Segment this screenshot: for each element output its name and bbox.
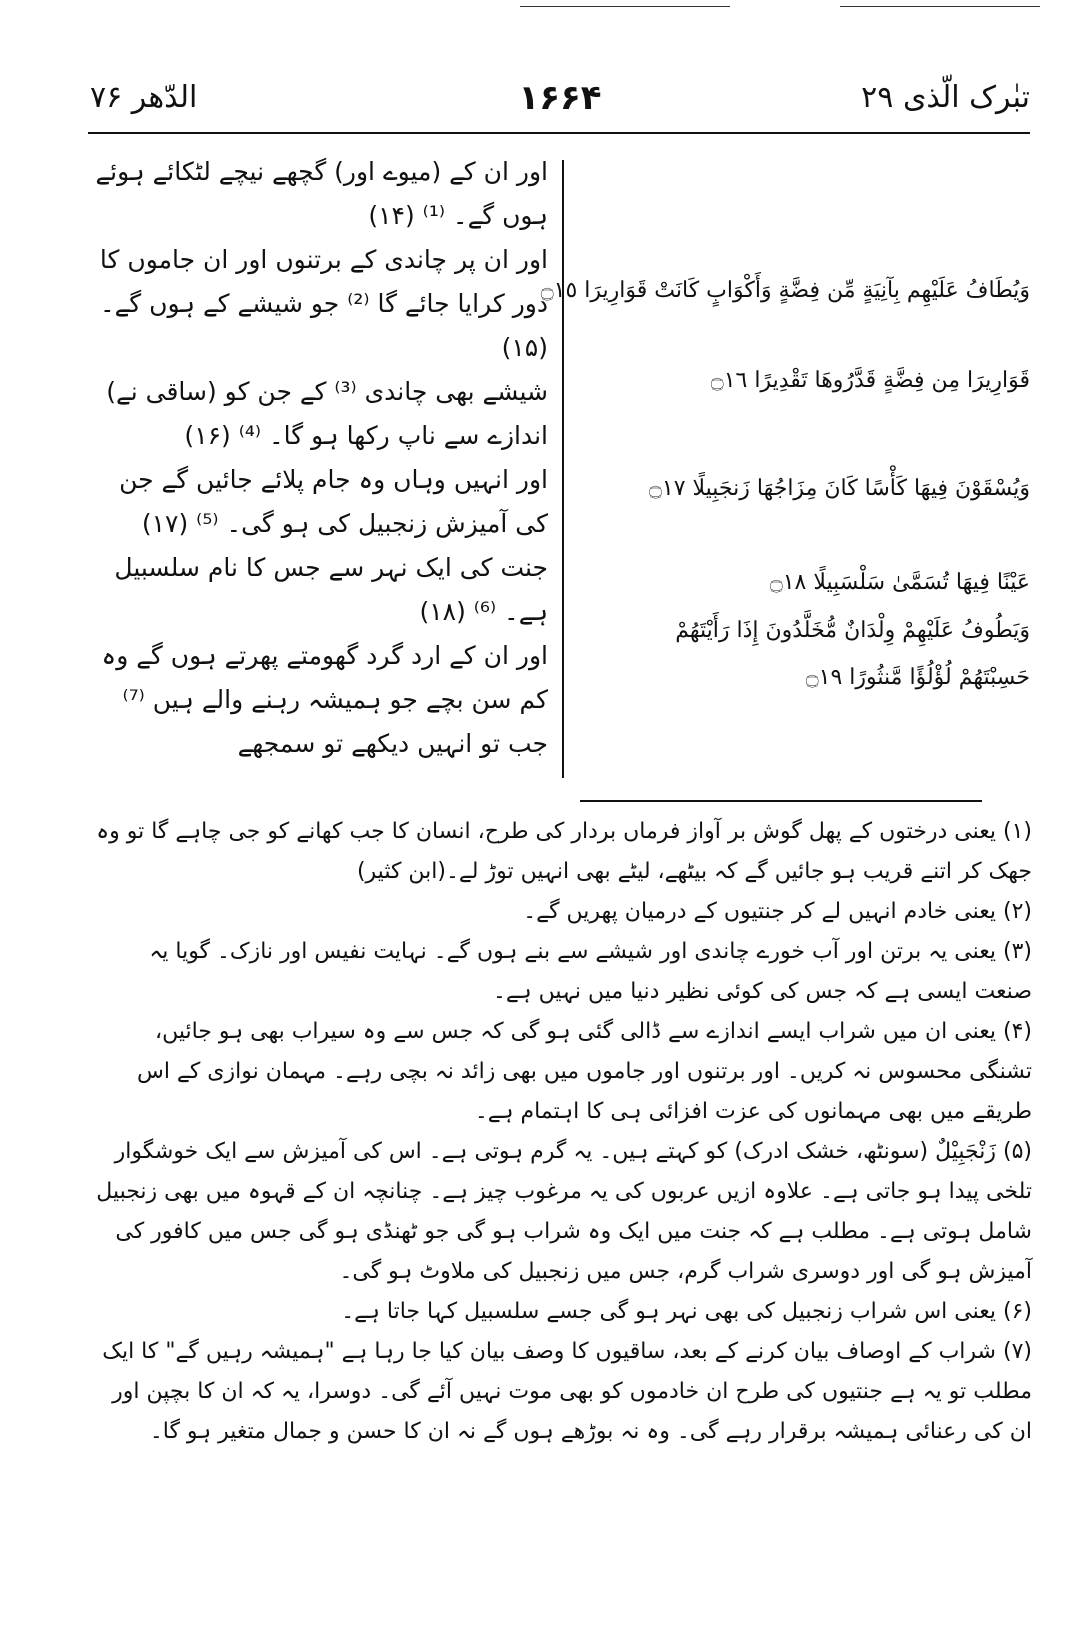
header-rule bbox=[88, 132, 1030, 134]
arabic-verse-18: عَيْنًا فِيهَا تُسَمَّىٰ سَلْسَبِيلًا ۝١٨ bbox=[769, 570, 1030, 595]
translation-verse-18: جنت کی ایک نہر سے جس کا نام سلسبیل ہے۔ ⁽⁶⁾ (۱۸) bbox=[114, 553, 548, 626]
footnote-6: (۶) یعنی اس شراب زنجبیل کی بھی نہر ہو گی جسے سلسبیل کہا جاتا ہے۔ bbox=[341, 1299, 1032, 1324]
footnote-4: (۴) یعنی ان میں شراب ایسے اندازے سے ڈالی گئی ہو گی کہ جس سے وہ سیراب بھی ہو جائیں، تشنگی محسوس نہ کریں۔ اور برتنوں اور جاموں میں بھی زائد نہ بچی رہے۔ مہمان نوازی کے اس طریقے میں بھی مہمانوں کی عزت افزائی ہی کا اہتمام ہے۔ bbox=[136, 1019, 1032, 1124]
scan-top-line-left bbox=[520, 6, 730, 7]
arabic-verse-15: وَيُطَافُ عَلَيْهِم بِآنِيَةٍ مِّن فِضَّةٍ وَأَكْوَابٍ كَانَتْ قَوَارِيرَا ۝١٥ bbox=[540, 278, 1030, 303]
arabic-verse-16: قَوَارِيرَا مِن فِضَّةٍ قَدَّرُوهَا تَقْدِيرًا ۝١٦ bbox=[710, 368, 1030, 393]
footnotes bbox=[88, 812, 1032, 1452]
arabic-verse-19-line-2: حَسِبْتَهُمْ لُؤْلُؤًا مَّنثُورًا ۝١٩ bbox=[805, 665, 1030, 690]
translation-column bbox=[84, 150, 548, 766]
scan-top-line-right bbox=[840, 6, 1040, 7]
translation-verse-15: اور ان پر چاندی کے برتنوں اور ان جاموں کا دور کرایا جائے گا ⁽²⁾ جو شیشے کے ہوں گے۔(۱۵) bbox=[99, 245, 548, 362]
footnote-1: (۱) یعنی درختوں کے پھل گوش بر آواز فرماں بردار کی طرح، انسان کا جب کھانے کو جی چاہے گا تو وہ جھک کر اتنے قریب ہو جائیں گے کہ بیٹھے، لیٹے بھی انہیں توڑ لے۔(ابن کثیر) bbox=[96, 819, 1032, 884]
footnote-7: (۷) شراب کے اوصاف بیان کرنے کے بعد، ساقیوں کا وصف بیان کیا جا رہا ہے "ہمیشہ رہیں گے" کا ایک مطلب تو یہ ہے جنتیوں کی طرح ان خادموں کو بھی موت نہیں آئے گی۔ دوسرا، یہ کہ ان کا بچپن اور ان کی رعنائی ہمیشہ برقرار رہے گی۔ وہ نہ بوڑھے ہوں گے نہ ان کا حسن و جمال متغیر ہو گا۔ bbox=[102, 1339, 1032, 1444]
footnote-2: (۲) یعنی خادم انہیں لے کر جنتیوں کے درمیان پھریں گے۔ bbox=[523, 899, 1032, 924]
surah-name: الدّھر ۷۶ bbox=[90, 80, 198, 115]
translation-verse-19: اور ان کے ارد گرد گھومتے پھرتے ہوں گے وہ کم سن بچے جو ہمیشہ رہنے والے ہیں ⁽⁷⁾ جب تو انہیں دیکھے تو سمجھے bbox=[101, 641, 548, 758]
translation-verse-16: شیشے بھی چاندی ⁽³⁾ کے جن کو (ساقی نے) اندازے سے ناپ رکھا ہو گا۔ ⁽⁴⁾ (۱۶) bbox=[106, 377, 548, 450]
page-header bbox=[90, 78, 1030, 128]
translation-verse-14: اور ان کے (میوے اور) گچھے نیچے لٹکائے ہوئے ہوں گے۔ ⁽¹⁾ (۱۴) bbox=[95, 157, 548, 230]
footnote-5: (۵) زَنْجَبِیْلٌ (سونٹھ، خشک ادرک) کو کہتے ہیں۔ یہ گرم ہوتی ہے۔ اس کی آمیزش سے ایک خوشگوار تلخی پیدا ہو جاتی ہے۔ علاوہ ازیں عربوں کی یہ مرغوب چیز ہے۔ چنانچہ ان کے قہوہ میں بھی زنجبیل شامل ہوتی ہے۔ مطلب ہے کہ جنت میں ایک وہ شراب ہو گی جو ٹھنڈی ہو گی جس میں کافور کی آمیزش ہو گی اور دوسری شراب گرم، جس میں زنجبیل کی ملاوٹ ہو گی۔ bbox=[96, 1139, 1032, 1284]
column-divider bbox=[562, 160, 564, 778]
footnote-rule bbox=[580, 800, 982, 802]
arabic-verse-17: وَيُسْقَوْنَ فِيهَا كَأْسًا كَانَ مِزَاجُهَا زَنجَبِيلًا ۝١٧ bbox=[649, 476, 1030, 501]
para-name: تبٰرک الّذی ۲۹ bbox=[861, 80, 1030, 115]
arabic-verse-19-line-1: وَيَطُوفُ عَلَيْهِمْ وِلْدَانٌ مُّخَلَّدُونَ إِذَا رَأَيْتَهُمْ bbox=[675, 618, 1030, 643]
page-number: ۱۶۶۴ bbox=[518, 78, 602, 118]
translation-verse-17: اور انہیں وہاں وہ جام پلائے جائیں گے جن کی آمیزش زنجبیل کی ہو گی۔ ⁽⁵⁾ (۱۷) bbox=[119, 465, 548, 538]
footnote-3: (۳) یعنی یہ برتن اور آب خورے چاندی اور شیشے سے بنے ہوں گے۔ نہایت نفیس اور نازک۔ گویا یہ صنعت ایسی ہے کہ جس کی کوئی نظیر دنیا میں نہیں ہے۔ bbox=[149, 939, 1032, 1004]
